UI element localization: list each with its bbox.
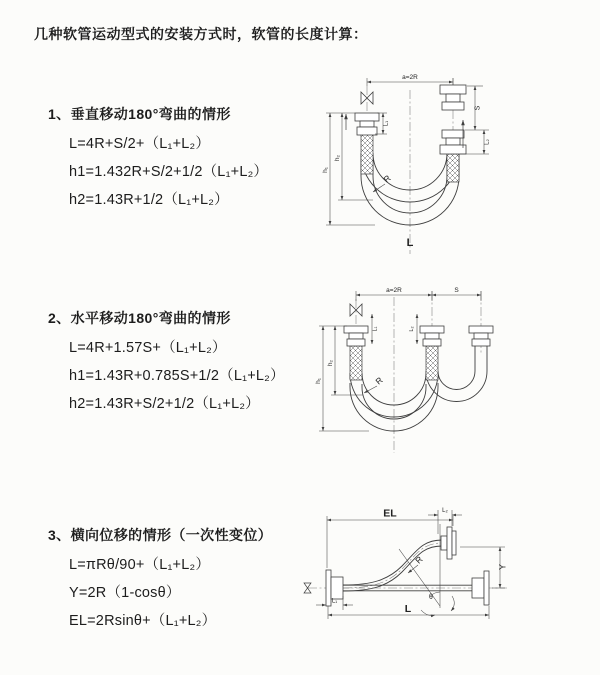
dim-label-l2: L₂ — [442, 508, 448, 514]
dim-label-el: EL — [383, 507, 397, 520]
flange-left — [344, 326, 368, 346]
centerline-curve — [343, 543, 442, 588]
dim-label-h2: h₂ — [327, 359, 334, 367]
formula-l: L=4R+S/2+（L₁+L₂） — [69, 136, 211, 152]
section-2 — [48, 308, 318, 412]
diagram-horizontal-180-bend — [313, 283, 573, 458]
section-1-heading: 1、垂直移动180°弯曲的情形 — [48, 106, 231, 122]
flange-left — [355, 113, 379, 135]
flange-upper-right — [441, 527, 456, 559]
dim-label-h2: h₂ — [334, 154, 341, 162]
radius-leader — [408, 565, 418, 573]
formula-h1: h1=1.43R+0.785S+1/2（L₁+L₂） — [69, 368, 285, 384]
radius-label: R — [381, 172, 393, 185]
dim-label-l: L — [406, 237, 414, 249]
formula-h2: h2=1.43R+1/2（L₁+L₂） — [69, 192, 229, 208]
formula-el: EL=2Rsinθ+（L₁+L₂） — [69, 613, 217, 629]
dim-label-s: S — [454, 287, 459, 294]
angle-arrow — [421, 610, 435, 615]
dim-label-y: Y — [497, 563, 508, 571]
braid-section — [361, 134, 373, 174]
diagram-vertical-180-bend — [315, 68, 600, 260]
section-2-heading: 2、水平移动180°弯曲的情形 — [48, 310, 231, 326]
formula-y: Y=2R（1-cosθ） — [69, 585, 181, 601]
angle-label: θ — [429, 594, 433, 601]
hose-curve-wall — [343, 540, 442, 585]
formula-l: L=πRθ/90+（L₁+L₂） — [69, 557, 211, 573]
page-title: 几种软管运动型式的安装方式时，软管的长度计算： — [34, 26, 368, 42]
radius-leader — [364, 386, 377, 393]
dim-label-h1: h₁ — [322, 167, 329, 173]
braid-section — [426, 346, 438, 380]
dim-label-h1: h₁ — [315, 378, 322, 384]
flange-lower-right — [472, 571, 489, 605]
dim-label-l1: L₁ — [331, 598, 338, 605]
flange-middle — [420, 326, 444, 346]
flange-right-lower — [440, 130, 466, 154]
angle-arrow — [451, 596, 454, 611]
dim-label-l1: L₁ — [383, 120, 390, 127]
radius-label: R — [413, 554, 425, 566]
braid-section — [447, 154, 459, 182]
dim-label-a2r: a=2R — [386, 287, 402, 294]
formula-h2: h2=1.43R+S/2+1/2（L₁+L₂） — [69, 396, 260, 412]
braid-section — [350, 346, 362, 380]
dim-label-l: L — [404, 603, 412, 615]
dim-label-l2: L₂ — [409, 326, 415, 332]
flange-right-upper — [440, 85, 466, 110]
formula-l: L=4R+1.57S+（L₁+L₂） — [69, 340, 227, 356]
flange-right — [469, 326, 493, 346]
dim-label-s: S — [474, 105, 482, 111]
dim-label-l1: L₁ — [372, 326, 379, 332]
section-1 — [48, 104, 318, 208]
dim-label-a2r: a=2R — [402, 74, 418, 81]
radius-label: R — [373, 374, 385, 387]
dim-label-l2: L₂ — [484, 139, 491, 145]
section-3-heading: 3、横向位移的情形（一次性变位） — [48, 527, 273, 543]
formula-h1: h1=1.432R+S/2+1/2（L₁+L₂） — [69, 164, 269, 180]
section-3 — [48, 525, 318, 629]
diagram-lateral-displacement — [300, 500, 570, 645]
hose-right-inner — [438, 345, 475, 390]
